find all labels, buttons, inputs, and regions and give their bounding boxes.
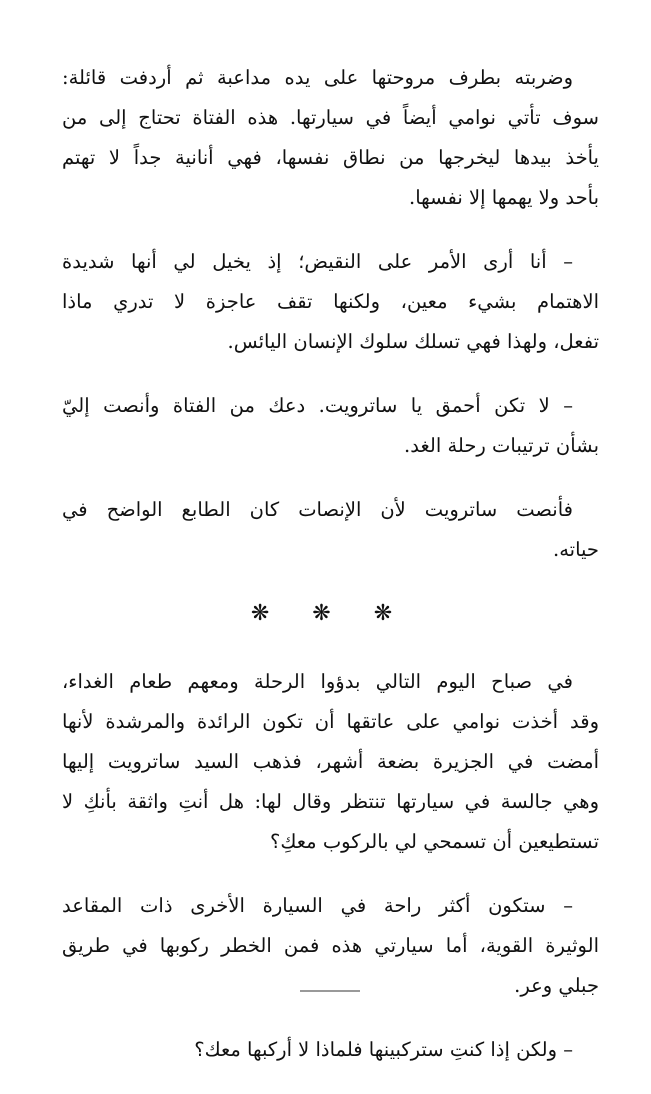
paragraph-3: [62, 386, 599, 466]
paragraph-4: [62, 490, 599, 570]
section-separator: ❋ ❋ ❋: [250, 601, 411, 626]
text-line: – أنا أرى الأمر على النقيض؛ إذ يخيل لي أنها شديدة: [62, 250, 573, 273]
text-line: بشأن ترتيبات رحلة الغد.: [404, 434, 599, 457]
text-line: الاهتمام بشيء معين، ولكنها تقف عاجزة لا تدري ماذا: [62, 290, 599, 313]
book-page: [62, 58, 599, 1094]
text-line: جبلي وعر.: [514, 974, 599, 997]
text-line: وهي جالسة في سيارتها تنتظر وقال لها: هل أنتِ واثقة بأنكِ لا: [62, 790, 599, 813]
text-line: – ولكن إذا كنتِ ستركبينها فلماذا لا أركبها معك؟: [194, 1038, 573, 1061]
text-line: الوثيرة القوية، أما سيارتي هذه فمن الخطر ركوبها في طريق: [62, 934, 599, 957]
text-line: بأحد ولا يهمها إلا نفسها.: [409, 186, 599, 209]
paragraph-1: [62, 58, 599, 218]
text-line: سوف تأتي نوامي أيضاً في سيارتها. هذه الفتاة تحتاج إلى من: [62, 106, 599, 129]
paragraph-2: [62, 242, 599, 362]
text-line: تستطيعين أن تسمحي لي بالركوب معكِ؟: [269, 830, 599, 853]
text-line: أمضت في الجزيرة بضعة أشهر، فذهب السيد ساترويت إليها: [62, 750, 599, 773]
paragraph-5: [62, 662, 599, 862]
paragraph-6: [62, 886, 599, 1006]
text-line: وضربته بطرف مروحتها على يده مداعبة ثم أردفت قائلة:: [62, 66, 573, 89]
text-line: وقد أخذت نوامي على عاتقها أن تكون الرائدة والمرشدة لأنها: [62, 710, 599, 733]
text-line: فأنصت ساترويت لأن الإنصات كان الطابع الواضح في: [62, 498, 573, 521]
text-line: في صباح اليوم التالي بدؤوا الرحلة ومعهم طعام الغداء،: [62, 670, 573, 693]
paragraph-7: [62, 1030, 599, 1070]
text-line: – لا تكن أحمق يا ساترويت. دعك من الفتاة وأنصت إليّ: [62, 394, 573, 417]
text-line: يأخذ بيدها ليخرجها من نطاق نفسها، فهي أنانية جداً لا تهتم: [62, 146, 599, 169]
text-line: – ستكون أكثر راحة في السيارة الأخرى ذات المقاعد: [62, 894, 573, 917]
cut-off-text-fragment: [300, 990, 360, 996]
text-line: حياته.: [553, 538, 599, 561]
text-line: تفعل، ولهذا فهي تسلك سلوك الإنسان اليائس.: [227, 330, 599, 353]
